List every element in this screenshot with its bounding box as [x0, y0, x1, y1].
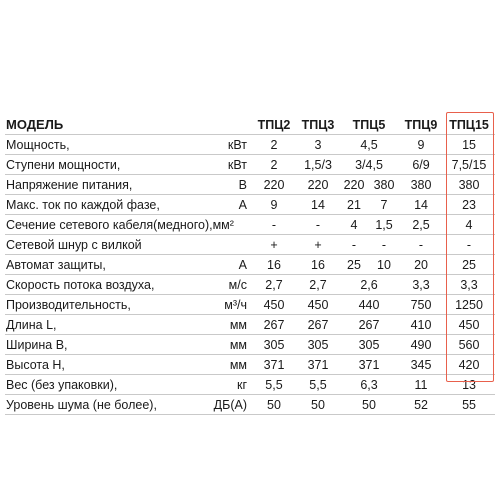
row-unit: кВт — [227, 137, 247, 152]
row-unit: м/с — [228, 277, 247, 292]
value-tpc2: 371 — [251, 355, 297, 375]
row-unit: кВт — [227, 157, 247, 172]
spec-table — [5, 115, 495, 415]
value-tpc3: 267 — [297, 315, 339, 335]
row-label: Уровень шума (не более), — [6, 397, 157, 412]
table-row — [5, 375, 495, 395]
row-label-cell — [5, 235, 251, 255]
value-tpc9: 2,5 — [399, 215, 443, 235]
value-tpc5: 371 — [339, 355, 399, 375]
value-tpc9: 3,3 — [399, 275, 443, 295]
value-tpc2: 5,5 — [251, 375, 297, 395]
value-tpc5-380v: - — [369, 235, 399, 255]
table-row — [5, 135, 495, 155]
row-label-cell — [5, 355, 251, 375]
value-tpc3: 371 — [297, 355, 339, 375]
value-tpc5: 4,5 — [339, 135, 399, 155]
table-row — [5, 275, 495, 295]
table-row — [5, 255, 495, 275]
value-tpc5: 440 — [339, 295, 399, 315]
value-tpc3: 3 — [297, 135, 339, 155]
header-tpc5: ТПЦ5 — [339, 115, 399, 135]
value-tpc15: 380 — [443, 175, 495, 195]
value-tpc9: 14 — [399, 195, 443, 215]
value-tpc9: 380 — [399, 175, 443, 195]
table-row — [5, 315, 495, 335]
value-tpc9: 6/9 — [399, 155, 443, 175]
value-tpc9: 490 — [399, 335, 443, 355]
row-label: Ступени мощности, — [6, 157, 121, 172]
row-label: Производительность, — [6, 297, 131, 312]
value-tpc15: 7,5/15 — [443, 155, 495, 175]
value-tpc15: 25 — [443, 255, 495, 275]
table-row — [5, 235, 495, 255]
row-unit: мм — [229, 317, 247, 332]
value-tpc2: + — [251, 235, 297, 255]
row-unit: кг — [236, 377, 247, 392]
value-tpc2: 2 — [251, 155, 297, 175]
value-tpc3: - — [297, 215, 339, 235]
value-tpc15: - — [443, 235, 495, 255]
value-tpc5: 50 — [339, 395, 399, 415]
value-tpc3: 50 — [297, 395, 339, 415]
value-tpc5-220v: - — [339, 235, 369, 255]
row-label-cell — [5, 215, 251, 235]
value-tpc3: 5,5 — [297, 375, 339, 395]
value-tpc5-380v: 380 — [369, 175, 399, 195]
value-tpc15: 450 — [443, 315, 495, 335]
table-row — [5, 195, 495, 215]
table-row — [5, 335, 495, 355]
row-label: Ширина B, — [6, 337, 68, 352]
value-tpc15: 15 — [443, 135, 495, 155]
row-unit: м³/ч — [224, 297, 247, 312]
header-tpc2: ТПЦ2 — [251, 115, 297, 135]
value-tpc9: 345 — [399, 355, 443, 375]
value-tpc9: 20 — [399, 255, 443, 275]
value-tpc2: 16 — [251, 255, 297, 275]
row-label: Мощность, — [6, 137, 70, 152]
header-tpc3: ТПЦ3 — [297, 115, 339, 135]
row-label-cell — [5, 195, 251, 215]
value-tpc5: 267 — [339, 315, 399, 335]
value-tpc15: 13 — [443, 375, 495, 395]
value-tpc3: 220 — [297, 175, 339, 195]
value-tpc2: 50 — [251, 395, 297, 415]
value-tpc9: 9 — [399, 135, 443, 155]
table-row — [5, 215, 495, 235]
value-tpc3: 14 — [297, 195, 339, 215]
value-tpc2: 450 — [251, 295, 297, 315]
table-header-row — [5, 115, 495, 135]
value-tpc5-220v: 4 — [339, 215, 369, 235]
value-tpc3: + — [297, 235, 339, 255]
value-tpc5: 3/4,5 — [339, 155, 399, 175]
value-tpc9: 750 — [399, 295, 443, 315]
value-tpc15: 3,3 — [443, 275, 495, 295]
value-tpc2: - — [251, 215, 297, 235]
row-label: Высота H, — [6, 357, 65, 372]
value-tpc5-220v: 25 — [339, 255, 369, 275]
value-tpc9: - — [399, 235, 443, 255]
row-label: Длина L, — [6, 317, 57, 332]
value-tpc15: 4 — [443, 215, 495, 235]
row-unit: В — [238, 177, 247, 192]
value-tpc3: 16 — [297, 255, 339, 275]
value-tpc5-380v: 1,5 — [369, 215, 399, 235]
value-tpc9: 11 — [399, 375, 443, 395]
row-unit: мм — [229, 337, 247, 352]
row-label: Автомат защиты, — [6, 257, 106, 272]
header-tpc9: ТПЦ9 — [399, 115, 443, 135]
row-unit: мм — [229, 357, 247, 372]
value-tpc5-220v: 21 — [339, 195, 369, 215]
value-tpc3: 450 — [297, 295, 339, 315]
row-label-cell — [5, 295, 251, 315]
header-tpc15: ТПЦ15 — [443, 115, 495, 135]
row-label: Сечение сетевого кабеля(медного),мм² — [6, 217, 234, 232]
row-label-cell — [5, 255, 251, 275]
row-label-cell — [5, 335, 251, 355]
table-row — [5, 355, 495, 375]
row-label-cell — [5, 155, 251, 175]
value-tpc9: 410 — [399, 315, 443, 335]
value-tpc9: 52 — [399, 395, 443, 415]
row-label: Сетевой шнур с вилкой — [6, 237, 142, 252]
row-label-cell — [5, 315, 251, 335]
value-tpc2: 9 — [251, 195, 297, 215]
value-tpc15: 420 — [443, 355, 495, 375]
value-tpc2: 2 — [251, 135, 297, 155]
row-unit: А — [238, 257, 247, 272]
row-label-cell — [5, 175, 251, 195]
value-tpc15: 1250 — [443, 295, 495, 315]
row-label: Напряжение питания, — [6, 177, 133, 192]
value-tpc3: 1,5/3 — [297, 155, 339, 175]
value-tpc5-380v: 7 — [369, 195, 399, 215]
value-tpc2: 2,7 — [251, 275, 297, 295]
table-row — [5, 155, 495, 175]
value-tpc15: 55 — [443, 395, 495, 415]
value-tpc3: 2,7 — [297, 275, 339, 295]
header-model: МОДЕЛЬ — [5, 115, 251, 135]
value-tpc3: 305 — [297, 335, 339, 355]
value-tpc5-220v: 220 — [339, 175, 369, 195]
value-tpc5: 2,6 — [339, 275, 399, 295]
table-row — [5, 295, 495, 315]
row-label: Вес (без упаковки), — [6, 377, 118, 392]
row-label: Скорость потока воздуха, — [6, 277, 155, 292]
value-tpc2: 220 — [251, 175, 297, 195]
value-tpc2: 267 — [251, 315, 297, 335]
table-row — [5, 175, 495, 195]
value-tpc2: 305 — [251, 335, 297, 355]
row-label-cell — [5, 135, 251, 155]
table-row — [5, 395, 495, 415]
row-unit: А — [238, 197, 247, 212]
row-label-cell — [5, 275, 251, 295]
value-tpc15: 560 — [443, 335, 495, 355]
value-tpc5: 6,3 — [339, 375, 399, 395]
row-unit: ДБ(А) — [213, 397, 247, 412]
row-label-cell — [5, 375, 251, 395]
value-tpc5-380v: 10 — [369, 255, 399, 275]
value-tpc5: 305 — [339, 335, 399, 355]
row-label: Макс. ток по каждой фазе, — [6, 197, 160, 212]
value-tpc15: 23 — [443, 195, 495, 215]
row-label-cell — [5, 395, 251, 415]
